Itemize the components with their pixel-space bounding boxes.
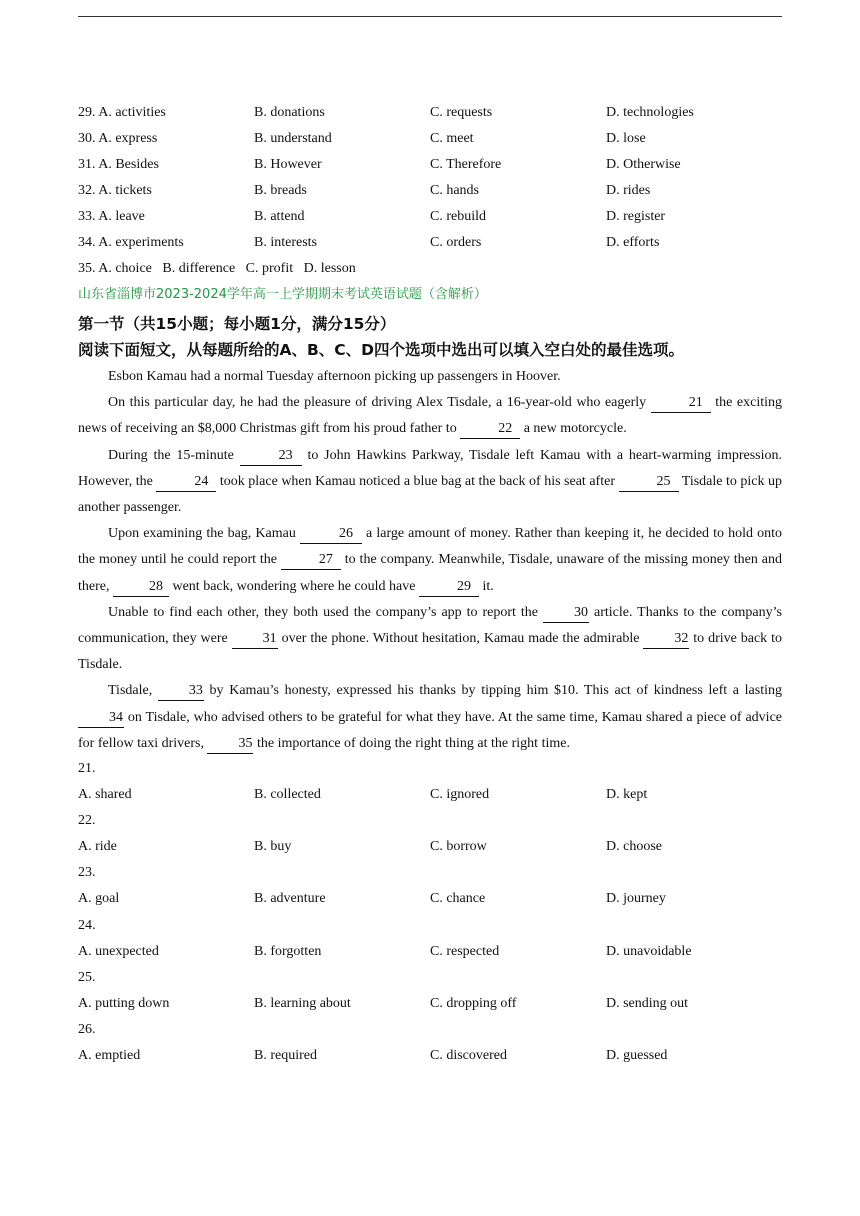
question-options — [78, 887, 782, 913]
option-a: 32. A. tickets — [78, 183, 152, 198]
passage-text: Tisdale to pick up another passenger. — [78, 473, 782, 516]
option-a[interactable]: A. putting down — [78, 995, 170, 1011]
source-title: 山东省淄博市2023-2024学年高一上学期期末考试英语试题（含解析） — [78, 287, 487, 302]
passage-text: On this particular day, he had the pleasure of driving Alex Tisdale, a 16-year-old who eagerly — [108, 395, 651, 411]
option-a: 31. A. Besides — [78, 157, 159, 172]
passage-text: Tisdale, — [108, 683, 158, 699]
page-content — [78, 102, 782, 1070]
option-c[interactable]: C. ignored — [430, 787, 490, 803]
option-a: 33. A. leave — [78, 209, 145, 224]
option-c[interactable]: C. discovered — [430, 1047, 507, 1063]
blank-31: 31 — [232, 630, 278, 649]
question-options — [78, 992, 782, 1018]
paragraph-1 — [78, 364, 782, 390]
option-c: C. meet — [430, 131, 474, 146]
header-rule — [78, 16, 782, 17]
question-number: 22. — [78, 813, 96, 829]
question-number: 23. — [78, 865, 96, 881]
passage-text: Esbon Kamau had a normal Tuesday afternoon picking up passengers in Hoover. — [108, 369, 561, 384]
option-row-29 — [78, 102, 782, 128]
passage-text: the exciting news of receiving an $8,000 Christmas gift from his proud father to — [78, 395, 783, 437]
question-options — [78, 940, 782, 966]
passage-text: it. — [478, 578, 494, 594]
passage-text: During the 15-minute — [108, 447, 240, 463]
option-row-35: 35. A. choice B. difference C. profit D. lesson — [78, 261, 356, 276]
passage-text: article. Thanks to the company’s communication, they were — [78, 604, 782, 647]
option-a[interactable]: A. ride — [78, 839, 117, 855]
section-heading: 第一节（共15小题；每小题1分，满分15分） — [78, 315, 396, 333]
option-c[interactable]: C. dropping off — [430, 995, 517, 1011]
blank-33: 33 — [158, 682, 204, 701]
passage-text: a new motorcycle. — [520, 421, 627, 437]
option-d: D. technologies — [606, 105, 694, 120]
option-b: B. interests — [254, 235, 317, 250]
previous-options — [78, 102, 782, 284]
option-c[interactable]: C. borrow — [430, 839, 487, 855]
option-row-32 — [78, 180, 782, 206]
option-d: D. Otherwise — [606, 157, 681, 172]
option-a[interactable]: A. emptied — [78, 1047, 141, 1063]
blank-21: 21 — [651, 394, 711, 413]
option-d[interactable]: D. guessed — [606, 1047, 668, 1063]
option-a[interactable]: A. unexpected — [78, 943, 159, 959]
passage-text: a large amount of money. Rather than keeping it, he decided to hold onto the money until he could report the — [78, 526, 782, 568]
option-b: B. However — [254, 157, 322, 172]
option-d: D. rides — [606, 183, 651, 198]
option-d[interactable]: D. unavoidable — [606, 943, 692, 959]
option-row-31 — [78, 154, 782, 180]
passage-text: to John Hawkins Parkway, Tisdale left Kamau with a heart-warming impression. However, the — [78, 447, 782, 489]
option-c: C. Therefore — [430, 157, 502, 172]
instruction: 阅读下面短文，从每题所给的A、B、C、D四个选项中选出可以填入空白处的最佳选项。 — [78, 341, 685, 359]
option-a: 30. A. express — [78, 131, 158, 146]
option-b: B. donations — [254, 105, 325, 120]
passage-text: Upon examining the bag, Kamau — [108, 526, 300, 542]
option-a[interactable]: A. goal — [78, 891, 120, 907]
option-b: B. understand — [254, 131, 332, 146]
option-c: C. orders — [430, 235, 482, 250]
blank-22: 22 — [460, 420, 520, 439]
option-b[interactable]: B. required — [254, 1047, 317, 1063]
option-row-30 — [78, 128, 782, 154]
option-row-34 — [78, 232, 782, 258]
option-d: D. register — [606, 209, 666, 224]
option-b: B. breads — [254, 183, 307, 198]
passage-text: over the phone. Without hesitation, Kamau made the admirable — [277, 631, 644, 647]
option-d[interactable]: D. sending out — [606, 995, 689, 1011]
question-options — [78, 835, 782, 861]
passage-text: the importance of doing the right thing at the right time. — [253, 735, 570, 751]
option-row-33 — [78, 206, 782, 232]
paragraph-3 — [78, 443, 782, 522]
option-b[interactable]: B. adventure — [254, 891, 326, 907]
blank-25: 25 — [619, 473, 679, 492]
option-c: C. requests — [430, 105, 493, 120]
passage-text: to the company. Meanwhile, Tisdale, unaware of the missing money then and there, — [78, 552, 782, 594]
option-a: 29. A. activities — [78, 105, 166, 120]
passage-text: went back, wondering where he could have — [168, 578, 419, 594]
blank-29: 29 — [419, 578, 479, 597]
option-d[interactable]: D. choose — [606, 839, 662, 855]
paragraph-6 — [78, 678, 782, 757]
option-a: 34. A. experiments — [78, 235, 184, 250]
option-c: C. hands — [430, 183, 479, 198]
passage-text: to drive back to Tisdale. — [78, 631, 782, 673]
question-options — [78, 1044, 782, 1070]
question-options — [78, 783, 782, 809]
option-b[interactable]: B. buy — [254, 839, 292, 855]
option-a[interactable]: A. shared — [78, 787, 132, 803]
passage-text: took place when Kamau noticed a blue bag at the back of his seat after — [216, 473, 619, 489]
option-c[interactable]: C. respected — [430, 943, 500, 959]
paragraph-4 — [78, 521, 782, 600]
blank-26: 26 — [300, 525, 362, 544]
passage-text: by Kamau’s honesty, expressed his thanks by tipping him $10. This act of kindness left a lasting — [203, 683, 783, 699]
blank-28: 28 — [113, 578, 169, 597]
option-d[interactable]: D. journey — [606, 891, 666, 907]
paragraph-2 — [78, 390, 782, 442]
option-d: D. efforts — [606, 235, 660, 250]
option-c: C. rebuild — [430, 209, 486, 224]
blank-27: 27 — [281, 551, 341, 570]
blank-23: 23 — [240, 447, 302, 466]
passage — [78, 364, 782, 757]
question-number: 25. — [78, 969, 96, 985]
option-d: D. lose — [606, 131, 646, 146]
question-list — [78, 757, 782, 1070]
question-number: 21. — [78, 761, 96, 777]
option-d[interactable]: D. kept — [606, 787, 648, 803]
option-b[interactable]: B. forgotten — [254, 943, 322, 959]
blank-30: 30 — [543, 604, 589, 623]
option-b[interactable]: B. collected — [254, 787, 321, 803]
question-number: 24. — [78, 917, 96, 933]
blank-24: 24 — [156, 473, 216, 492]
blank-32: 32 — [643, 630, 689, 649]
paragraph-5 — [78, 600, 782, 679]
option-b: B. attend — [254, 209, 305, 224]
blank-34: 34 — [78, 709, 124, 728]
question-number: 26. — [78, 1021, 96, 1037]
option-c[interactable]: C. chance — [430, 891, 486, 907]
passage-text: on Tisdale, who advised others to be grateful for what they have. At the same time, Kamau shared a piece of advice for fellow taxi drivers, — [78, 709, 782, 751]
blank-35: 35 — [207, 735, 253, 754]
option-b[interactable]: B. learning about — [254, 995, 351, 1011]
passage-text: Unable to find each other, they both used the company’s app to report the — [108, 604, 543, 620]
